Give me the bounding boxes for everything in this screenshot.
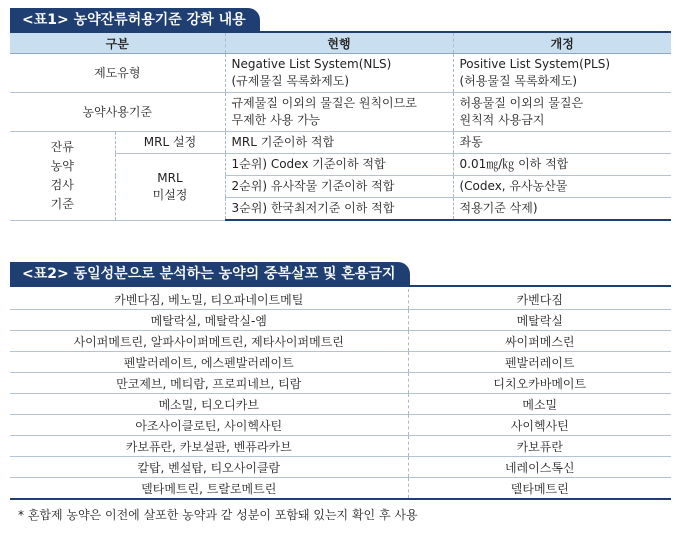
revised-line: 원칙적 사용금지 [459,113,545,127]
group-label-line: 기준 [50,196,74,211]
header-category: 구분 [10,33,225,54]
revised-cell: (Codex, 유사농산물 [453,176,671,198]
revised-cell: 적용기준 삭제) [453,198,671,221]
table-header-row [10,33,671,54]
ingredient-list-cell: 메소밀, 티오디카브 [10,394,408,415]
table-row [10,54,671,93]
table2-title-rule [10,285,671,287]
revised-cell [453,93,671,132]
analysis-name-cell: 메탈락실 [408,310,671,331]
table-row [10,289,671,310]
group-label-line: 검사 [50,177,74,192]
ingredient-list-cell: 펜발러레이트, 에스펜발러레이트 [10,352,408,373]
ingredient-list-cell: 아조사이클로틴, 사이헥사틴 [10,415,408,436]
revised-line: 허용물질 이외의 물질은 [459,96,584,110]
table-row [10,436,671,457]
table-row [10,415,671,436]
analysis-name-cell: 델타메트린 [408,478,671,500]
ingredient-list-cell: 만코제브, 메티람, 프로피네브, 티람 [10,373,408,394]
table-row [10,457,671,478]
ingredient-list-cell: 사이퍼메트린, 알파사이퍼메트린, 제타사이퍼메트린 [10,331,408,352]
table-row [10,331,671,352]
current-cell [225,54,453,93]
revised-cell [453,54,671,93]
analysis-name-cell: 카보퓨란 [408,436,671,457]
analysis-name-cell: 사이헥사틴 [408,415,671,436]
table-row [10,132,671,154]
analysis-name-cell: 디치오카바메이트 [408,373,671,394]
header-current: 현행 [225,33,453,54]
group-label-line: 잔류 [50,139,74,154]
mrl-unset-label [115,154,225,221]
ingredient-list-cell: 메탈락실, 메탈락실-엠 [10,310,408,331]
table-row [10,310,671,331]
group-label [10,132,115,221]
table1-title: <표1> 농약잔류허용기준 강화 내용 [10,8,260,32]
analysis-name-cell: 메소밀 [408,394,671,415]
current-line: 규제물질 이외의 물질은 원칙이므로 [231,96,417,110]
table2-title: <표2> 동일성분으로 분석하는 농약의 중복살포 및 혼용금지 [10,262,410,286]
table-row [10,373,671,394]
ingredient-list-cell: 카보퓨란, 카보설판, 벤퓨라카브 [10,436,408,457]
ingredient-list-cell: 카벤다짐, 베노밀, 티오파네이트메틸 [10,289,408,310]
current-cell: 3순위) 한국최저기준 이하 적합 [225,198,453,221]
current-cell: MRL 기준이하 적합 [225,132,453,154]
ingredient-list-cell: 칼탑, 벤설탑, 티오사이클람 [10,457,408,478]
current-line: 무제한 사용 가능 [231,113,321,127]
current-line: Negative List System(NLS) [231,57,392,71]
table-row [10,478,671,500]
pesticide-group-table [10,289,671,500]
mrl-set-label: MRL 설정 [115,132,225,154]
current-line: (규제물질 목록화제도) [231,74,350,88]
mrl-unset-line: MRL [157,170,183,185]
analysis-name-cell: 싸이퍼메스린 [408,331,671,352]
analysis-name-cell: 카벤다짐 [408,289,671,310]
current-cell: 1순위) Codex 기준이하 적합 [225,154,453,176]
current-cell: 2순위) 유사작물 기준이하 적합 [225,176,453,198]
header-revised: 개정 [453,33,671,54]
analysis-name-cell: 네레이스톡신 [408,457,671,478]
revised-line: (허용물질 목록화제도) [459,74,578,88]
row-label: 제도유형 [10,54,225,93]
analysis-name-cell: 펜발러레이트 [408,352,671,373]
current-cell [225,93,453,132]
revised-cell: 좌동 [453,132,671,154]
group-label-line: 농약 [50,158,74,173]
mrl-unset-line: 미설정 [152,187,188,202]
table-row [10,394,671,415]
revised-line: Positive List System(PLS) [459,57,611,71]
row-label: 농약사용기준 [10,93,225,132]
table-row [10,352,671,373]
ingredient-list-cell: 델타메트린, 트랄로메트린 [10,478,408,500]
footnote: * 혼합제 농약은 이전에 살포한 농약과 같 성분이 포함돼 있는지 확인 후 사용 [18,508,418,522]
revised-cell: 0.01㎎/㎏ 이하 적합 [453,154,671,176]
mrl-comparison-table [10,33,671,221]
table-row [10,93,671,132]
